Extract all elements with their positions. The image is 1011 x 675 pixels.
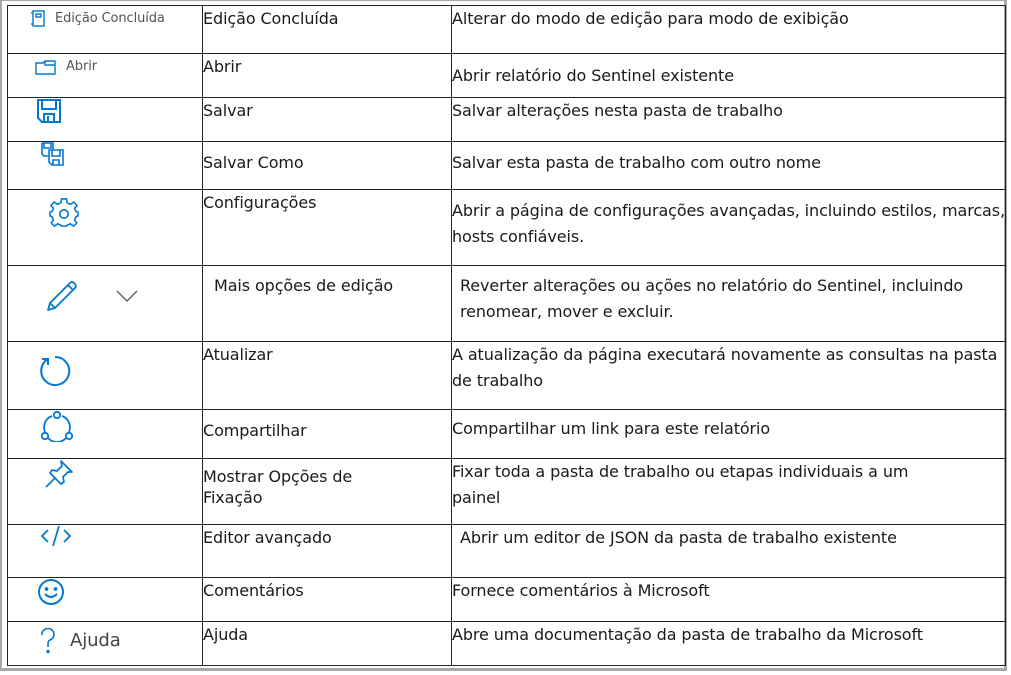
table-row — [8, 342, 1006, 410]
save-button[interactable] — [8, 98, 202, 124]
chevron-down-icon[interactable] — [116, 290, 138, 302]
more-edit-options-button[interactable] — [8, 266, 202, 312]
gear-icon — [48, 198, 80, 230]
table-row — [8, 98, 1006, 142]
table-row — [8, 142, 1006, 190]
icon-cell — [8, 459, 203, 525]
settings-button[interactable] — [8, 190, 202, 230]
command-description: A atualização da página executará novamente as consultas na pasta de trabalho — [452, 342, 1006, 410]
icon-cell — [8, 54, 203, 98]
icon-cell — [8, 266, 203, 342]
table-row — [8, 410, 1006, 459]
table-row — [8, 622, 1006, 666]
pencil-icon — [46, 280, 78, 312]
command-name: Compartilhar — [203, 410, 452, 459]
command-description: Fornece comentários à Microsoft — [452, 578, 1006, 622]
folder-open-icon — [35, 59, 57, 75]
help-button[interactable] — [8, 622, 202, 654]
icon-cell — [8, 525, 203, 578]
refresh-icon — [38, 354, 72, 388]
command-name — [203, 459, 452, 525]
command-name: Atualizar — [203, 342, 452, 410]
edit-done-label: Edição Concluída — [55, 11, 165, 26]
pin-icon — [44, 459, 74, 489]
edit-done-icon — [30, 10, 46, 28]
table-row — [8, 54, 1006, 98]
icon-cell — [8, 578, 203, 622]
command-description: Alterar do modo de edição para modo de exibição — [452, 6, 1006, 54]
icon-cell — [8, 622, 203, 666]
table-row — [8, 266, 1006, 342]
command-description: Abrir um editor de JSON da pasta de trabalho existente — [452, 525, 1006, 578]
advanced-editor-button[interactable] — [8, 525, 202, 547]
command-description — [452, 459, 1006, 525]
open-label: Abrir — [66, 59, 97, 74]
table-row — [8, 578, 1006, 622]
open-button[interactable] — [8, 54, 202, 80]
save-as-icon — [41, 142, 65, 166]
command-name: Abrir — [203, 54, 452, 98]
command-description: Compartilhar um link para este relatório — [452, 410, 1006, 459]
command-name: Edição Concluída — [203, 6, 452, 54]
save-icon — [36, 98, 62, 124]
refresh-button[interactable] — [8, 342, 202, 388]
help-icon — [40, 628, 56, 654]
icon-cell — [8, 342, 203, 410]
help-label: Ajuda — [70, 630, 121, 651]
command-description: Reverter alterações ou ações no relatório do Sentinel, incluindo renomear, mover e excluir. — [452, 266, 1006, 342]
toolbar-reference-table — [7, 5, 1006, 666]
command-name: Ajuda — [203, 622, 452, 666]
share-button[interactable] — [8, 410, 202, 442]
share-icon — [40, 410, 74, 442]
icon-cell — [8, 6, 203, 54]
icon-cell — [8, 190, 203, 266]
pin-button[interactable] — [8, 459, 202, 489]
command-description-text: Fixar toda a pasta de trabalho ou etapas individuais a um painel — [452, 462, 909, 507]
command-name: Mais opções de edição — [203, 266, 452, 342]
icon-cell — [8, 410, 203, 459]
command-name: Configurações — [203, 190, 452, 266]
table-row — [8, 190, 1006, 266]
table-row — [8, 6, 1006, 54]
icon-cell — [8, 142, 203, 190]
command-name: Editor avançado — [203, 525, 452, 578]
icon-cell — [8, 98, 203, 142]
command-description: Abrir relatório do Sentinel existente — [452, 54, 1006, 98]
feedback-button[interactable] — [8, 578, 202, 606]
table-row — [8, 525, 1006, 578]
command-name-text: Mostrar Opções de Fixação — [203, 467, 353, 507]
smiley-icon — [37, 578, 65, 606]
edit-done-button[interactable] — [8, 6, 202, 32]
table-row — [8, 459, 1006, 525]
save-as-button[interactable] — [8, 142, 202, 166]
command-description: Abre uma documentação da pasta de trabalho da Microsoft — [452, 622, 1006, 666]
command-description: Salvar alterações nesta pasta de trabalho — [452, 98, 1006, 142]
command-name: Salvar Como — [203, 142, 452, 190]
command-name: Comentários — [203, 578, 452, 622]
code-icon — [40, 525, 72, 547]
command-description: Salvar esta pasta de trabalho com outro nome — [452, 142, 1006, 190]
command-description: Abrir a página de configurações avançadas, incluindo estilos, marcas, hosts confiáveis. — [452, 190, 1006, 266]
command-name: Salvar — [203, 98, 452, 142]
